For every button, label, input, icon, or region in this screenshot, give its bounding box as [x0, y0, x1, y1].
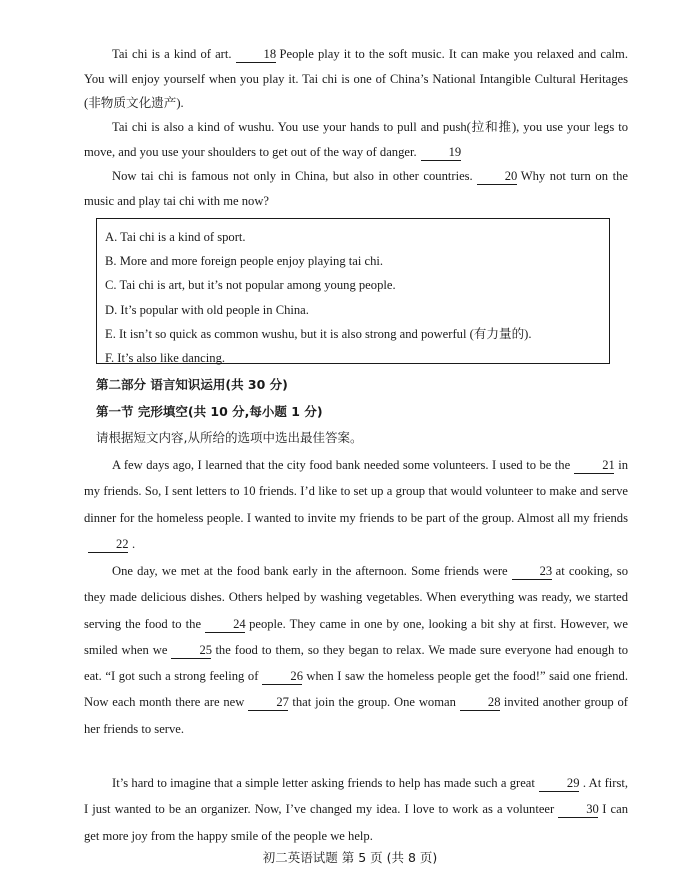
reading-paragraph-1: Tai chi is a kind of art. 18 People play it to the soft music. It can make you relaxed and calm. You will enjoy yourself when you play it. Tai chi is one of China’s National Intangible Cultural Heritages (非物质文化遗产).	[84, 47, 628, 110]
part-title: 第二部分 语言知识运用(共 30 分)	[96, 377, 288, 392]
blank-23[interactable]: 23	[512, 563, 552, 580]
options-box	[96, 218, 610, 364]
blank-22[interactable]: 22	[88, 536, 128, 553]
instruction: 请根据短文内容,从所给的选项中选出最佳答案。	[96, 430, 363, 445]
option-e: E. It isn’t so quick as common wushu, but it is also strong and powerful (有力量的).	[105, 326, 532, 341]
option-d: D. It’s popular with old people in China.	[105, 302, 309, 317]
blank-20[interactable]: 20	[477, 168, 517, 185]
blank-18[interactable]: 18	[236, 46, 276, 63]
blank-24[interactable]: 24	[205, 616, 245, 633]
reading-paragraph-3: Now tai chi is famous not only in China, but also in other countries. 20 Why not turn on the music and play tai chi with me now?	[84, 169, 628, 208]
blank-19[interactable]: 19	[421, 144, 461, 161]
blank-28[interactable]: 28	[460, 694, 500, 711]
option-f: F. It’s also like dancing.	[105, 351, 226, 366]
blank-29[interactable]: 29	[539, 775, 579, 792]
option-c: C. Tai chi is art, but it’s not popular among young people.	[105, 278, 396, 293]
cloze-paragraph-1: A few days ago, I learned that the city food bank needed some volunteers. I used to be the 21 in my friends. So, I sent letters to 10 friends. I’d like to set up a group that would volunteer to make and serve dinner for the homeless people. I wanted to invite my friends to be part of the group. Almost all my friends22 .	[84, 458, 628, 551]
page-footer: 初二英语试题 第 5 页 (共 8 页)	[262, 850, 438, 865]
blank-27[interactable]: 27	[248, 694, 288, 711]
section-title: 第一节 完形填空(共 10 分,每小题 1 分)	[96, 404, 323, 419]
blank-21[interactable]: 21	[574, 457, 614, 474]
option-b: B. More and more foreign people enjoy playing tai chi.	[105, 254, 384, 269]
option-a: A. Tai chi is a kind of sport.	[105, 230, 246, 244]
reading-paragraph-2: Tai chi is also a kind of wushu. You use your hands to pull and push(拉和推), you use your legs to move, and you use your shoulders to get out of the way of danger. 19	[84, 120, 628, 159]
blank-30[interactable]: 30	[558, 801, 598, 818]
cloze-paragraph-2: One day, we met at the food bank early in the afternoon. Some friends were 23 at cooking, so they made delicious dishes. Others helped by washing vegetables. When everything was ready, we started serving the food to the 24 people. They came in one by one, looking a bit shy at first. However, we smiled when we 25 the food to them, so they began to relax. We made sure everyone had enough to eat. “I got such a strong feeling of 26 when I saw the homeless people get the food!” said one friend. Now each month there are new 27 that join the group. One woman 28 invited another group of her friends to serve.	[84, 564, 628, 736]
blank-25[interactable]: 25	[171, 642, 211, 659]
blank-26[interactable]: 26	[262, 668, 302, 685]
cloze-paragraph-3: It’s hard to imagine that a simple letter asking friends to help has made such a great 29 . At first, I just wanted to be an organizer. Now, I’ve changed my idea. I love to work as a volunteer 30 I can get more joy from the happy smile of the people we help.	[84, 776, 629, 843]
